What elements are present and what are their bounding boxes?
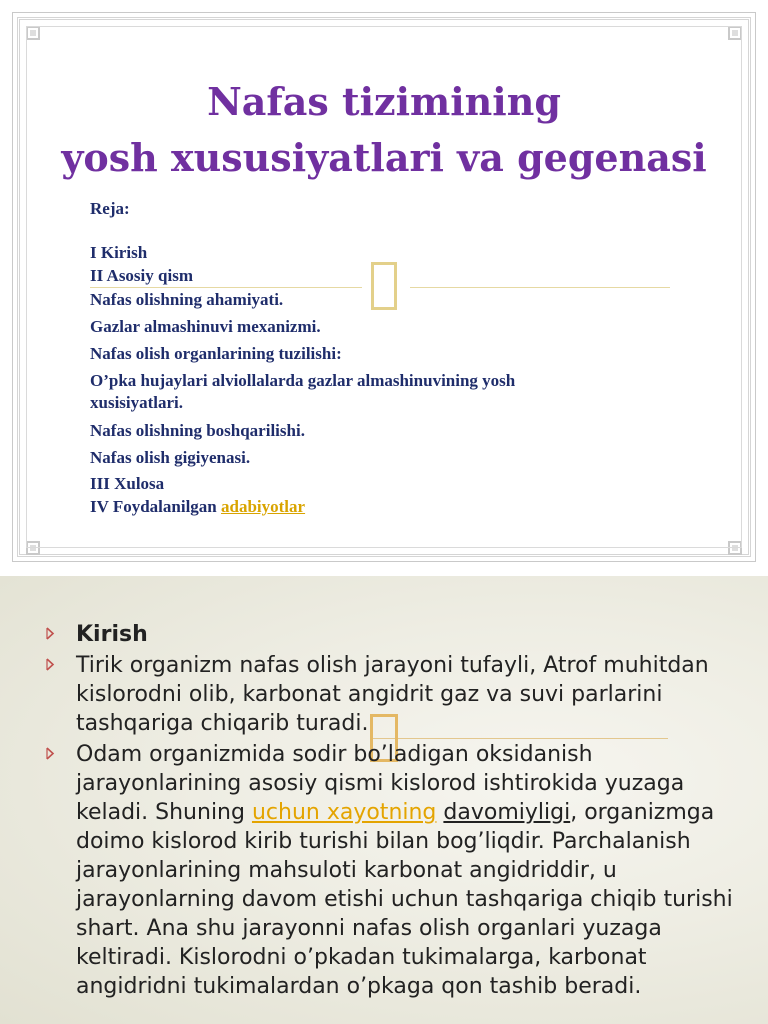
chevron-bullet-icon <box>46 747 55 760</box>
plan-item: Nafas olishning ahamiyati. <box>90 290 284 309</box>
bullet-list <box>46 620 746 1003</box>
plan-item: II Asosiy qism <box>90 266 193 285</box>
plan-item: Gazlar almashinuvi mexanizmi. <box>90 317 321 336</box>
bullet-item <box>46 651 746 738</box>
corner-ornament-icon <box>24 24 42 42</box>
paragraph-2 <box>76 742 733 999</box>
plan-item: III Xulosa <box>90 474 165 493</box>
title-line-1: Nafas tizimining <box>207 79 561 124</box>
references-prefix: IV Foydalanilgan <box>90 497 217 516</box>
chevron-bullet-icon <box>46 627 55 640</box>
corner-ornament-icon <box>24 539 42 557</box>
paragraph-2-end: , organizmga doimo kislorod kirib turishi bilan bog’liqdir. Parchalanish jarayonlarining mahsuloti karbonat angidriddir, u jarayonlarning davom etishi uchun tashqariga chiqib turishi shart. Ana shu jarayonni nafas olish organlari yuzaga keltiradi. Kislorodni o’pkadan tukimalarga, karbonat angidridni tukimalardan o’pkaga qon tashib beradi. <box>76 800 733 999</box>
paragraph-2-link[interactable]: uchun xayotning <box>251 800 437 825</box>
plan-item: Nafas olish organlarining tuzilishi: <box>90 344 342 363</box>
plan-item: Nafas olish gigiyenasi. <box>90 448 251 467</box>
plan-item: I Kirish <box>90 243 148 262</box>
paragraph-2-underlined: davomiyligi <box>443 800 571 825</box>
plan-item: Nafas olishning boshqarilishi. <box>90 421 305 440</box>
intro-heading: Kirish <box>76 622 148 647</box>
title-line-2: yosh xususiyatlari va gegenasi <box>61 135 707 180</box>
slide-title <box>30 74 738 186</box>
paragraph-1: Tirik organizm nafas olish jarayoni tufayli, Atrof muhitdan kislorodni olib, karbonat angidrit gaz va suvi parlarini tashqariga chiqarib turadi. <box>76 653 709 736</box>
plan-item-references <box>90 496 610 518</box>
plan-label: Reja: <box>90 199 130 218</box>
plan-item: O’pka hujaylari alviollalarda gazlar almashinuvining yosh xusisiyatlari. <box>90 371 516 412</box>
corner-ornament-icon <box>726 24 744 42</box>
corner-ornament-icon <box>726 539 744 557</box>
decorative-rule <box>410 287 670 288</box>
references-link[interactable]: adabiyotlar <box>221 497 306 516</box>
bullet-item <box>46 620 746 649</box>
decorative-rule <box>90 287 362 288</box>
slide-introduction <box>0 576 768 1024</box>
paragraph-2-start: Odam organizmida sodir bo’ladigan oksidanish jarayonlarining asosiy qismi kislorod ishtirokida yuzaga keladi. Shuning <box>76 742 685 825</box>
chevron-bullet-icon <box>46 658 55 671</box>
bullet-item <box>46 740 746 1001</box>
